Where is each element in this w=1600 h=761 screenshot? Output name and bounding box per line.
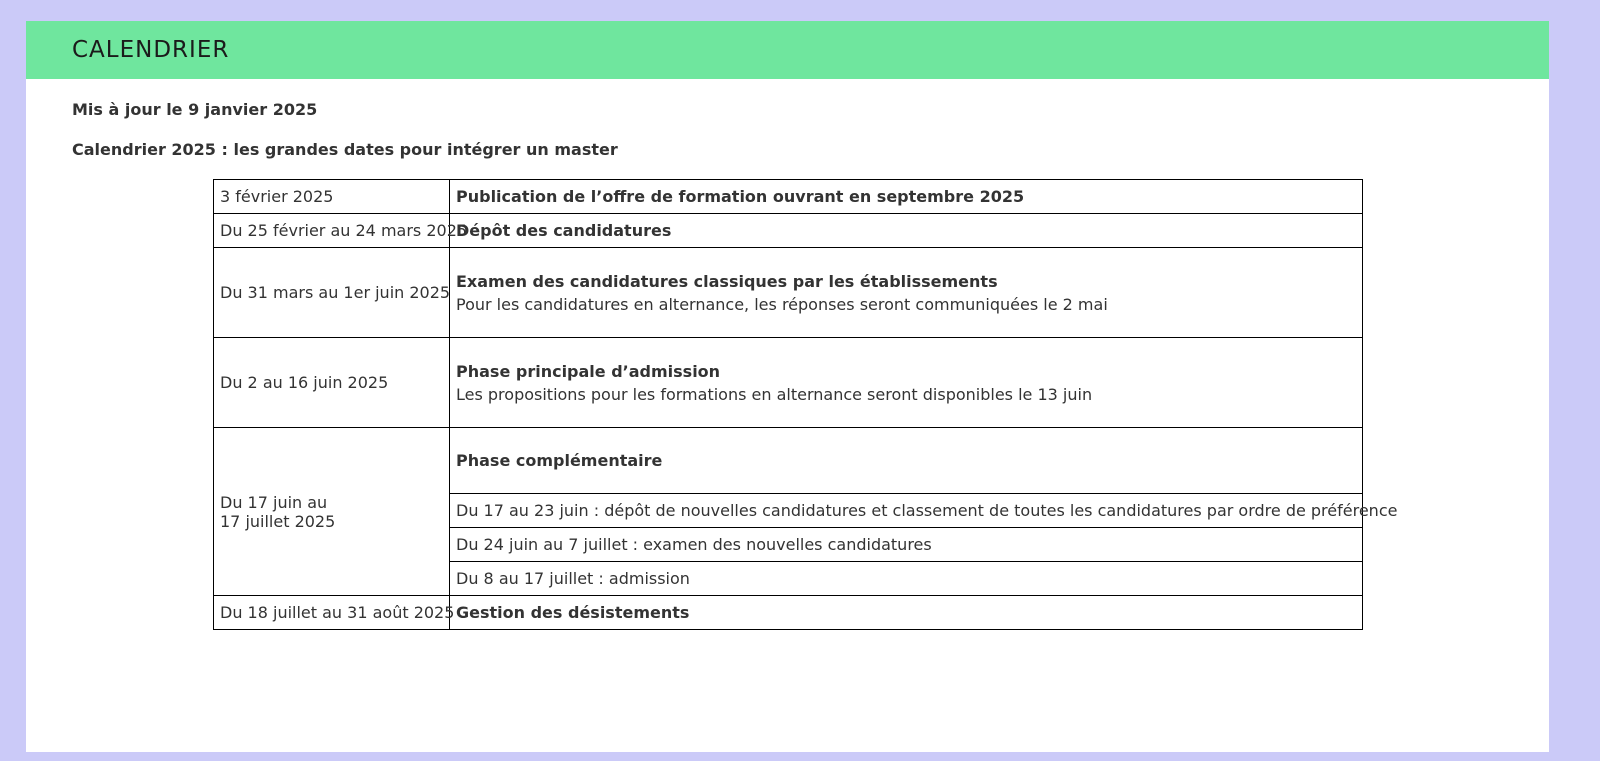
event-title: Phase complémentaire: [450, 428, 1363, 494]
table-row: [214, 338, 1363, 428]
event-cell: [450, 248, 1363, 338]
date-line: Du 17 juin au: [220, 492, 328, 512]
event-title: Phase principale d’admission: [456, 361, 721, 381]
event-cell: [450, 338, 1363, 428]
table-row: [214, 180, 1363, 214]
date-cell: Du 31 mars au 1er juin 2025: [214, 248, 450, 338]
date-cell: Du 25 février au 24 mars 2025: [214, 214, 450, 248]
page-title: CALENDRIER: [72, 37, 230, 63]
table-row: [214, 596, 1363, 630]
content-panel: [26, 21, 1549, 752]
page-header: [26, 21, 1549, 79]
event-title: Dépôt des candidatures: [450, 214, 1363, 248]
calendar-subtitle: Calendrier 2025 : les grandes dates pour intégrer un master: [72, 140, 618, 159]
sub-event: Du 17 au 23 juin : dépôt de nouvelles candidatures et classement de toutes les candidatures par ordre de préférence: [450, 494, 1363, 528]
date-cell: [214, 428, 450, 596]
date-cell: Du 2 au 16 juin 2025: [214, 338, 450, 428]
event-title: Publication de l’offre de formation ouvrant en septembre 2025: [450, 180, 1363, 214]
date-cell: Du 18 juillet au 31 août 2025: [214, 596, 450, 630]
sub-event: Du 8 au 17 juillet : admission: [450, 562, 1363, 596]
event-detail: Pour les candidatures en alternance, les réponses seront communiquées le 2 mai: [456, 294, 1108, 314]
table-row: [214, 428, 1363, 494]
calendar-table: [213, 179, 1398, 630]
event-title: Examen des candidatures classiques par les établissements: [456, 271, 998, 291]
last-updated-text: Mis à jour le 9 janvier 2025: [72, 100, 318, 119]
event-title: Gestion des désistements: [450, 596, 1363, 630]
table-row: [214, 248, 1363, 338]
date-line: 17 juillet 2025: [220, 511, 336, 531]
table-row: [214, 214, 1363, 248]
date-cell: 3 février 2025: [214, 180, 450, 214]
sub-event: Du 24 juin au 7 juillet : examen des nouvelles candidatures: [450, 528, 1363, 562]
event-detail: Les propositions pour les formations en alternance seront disponibles le 13 juin: [456, 384, 1093, 404]
